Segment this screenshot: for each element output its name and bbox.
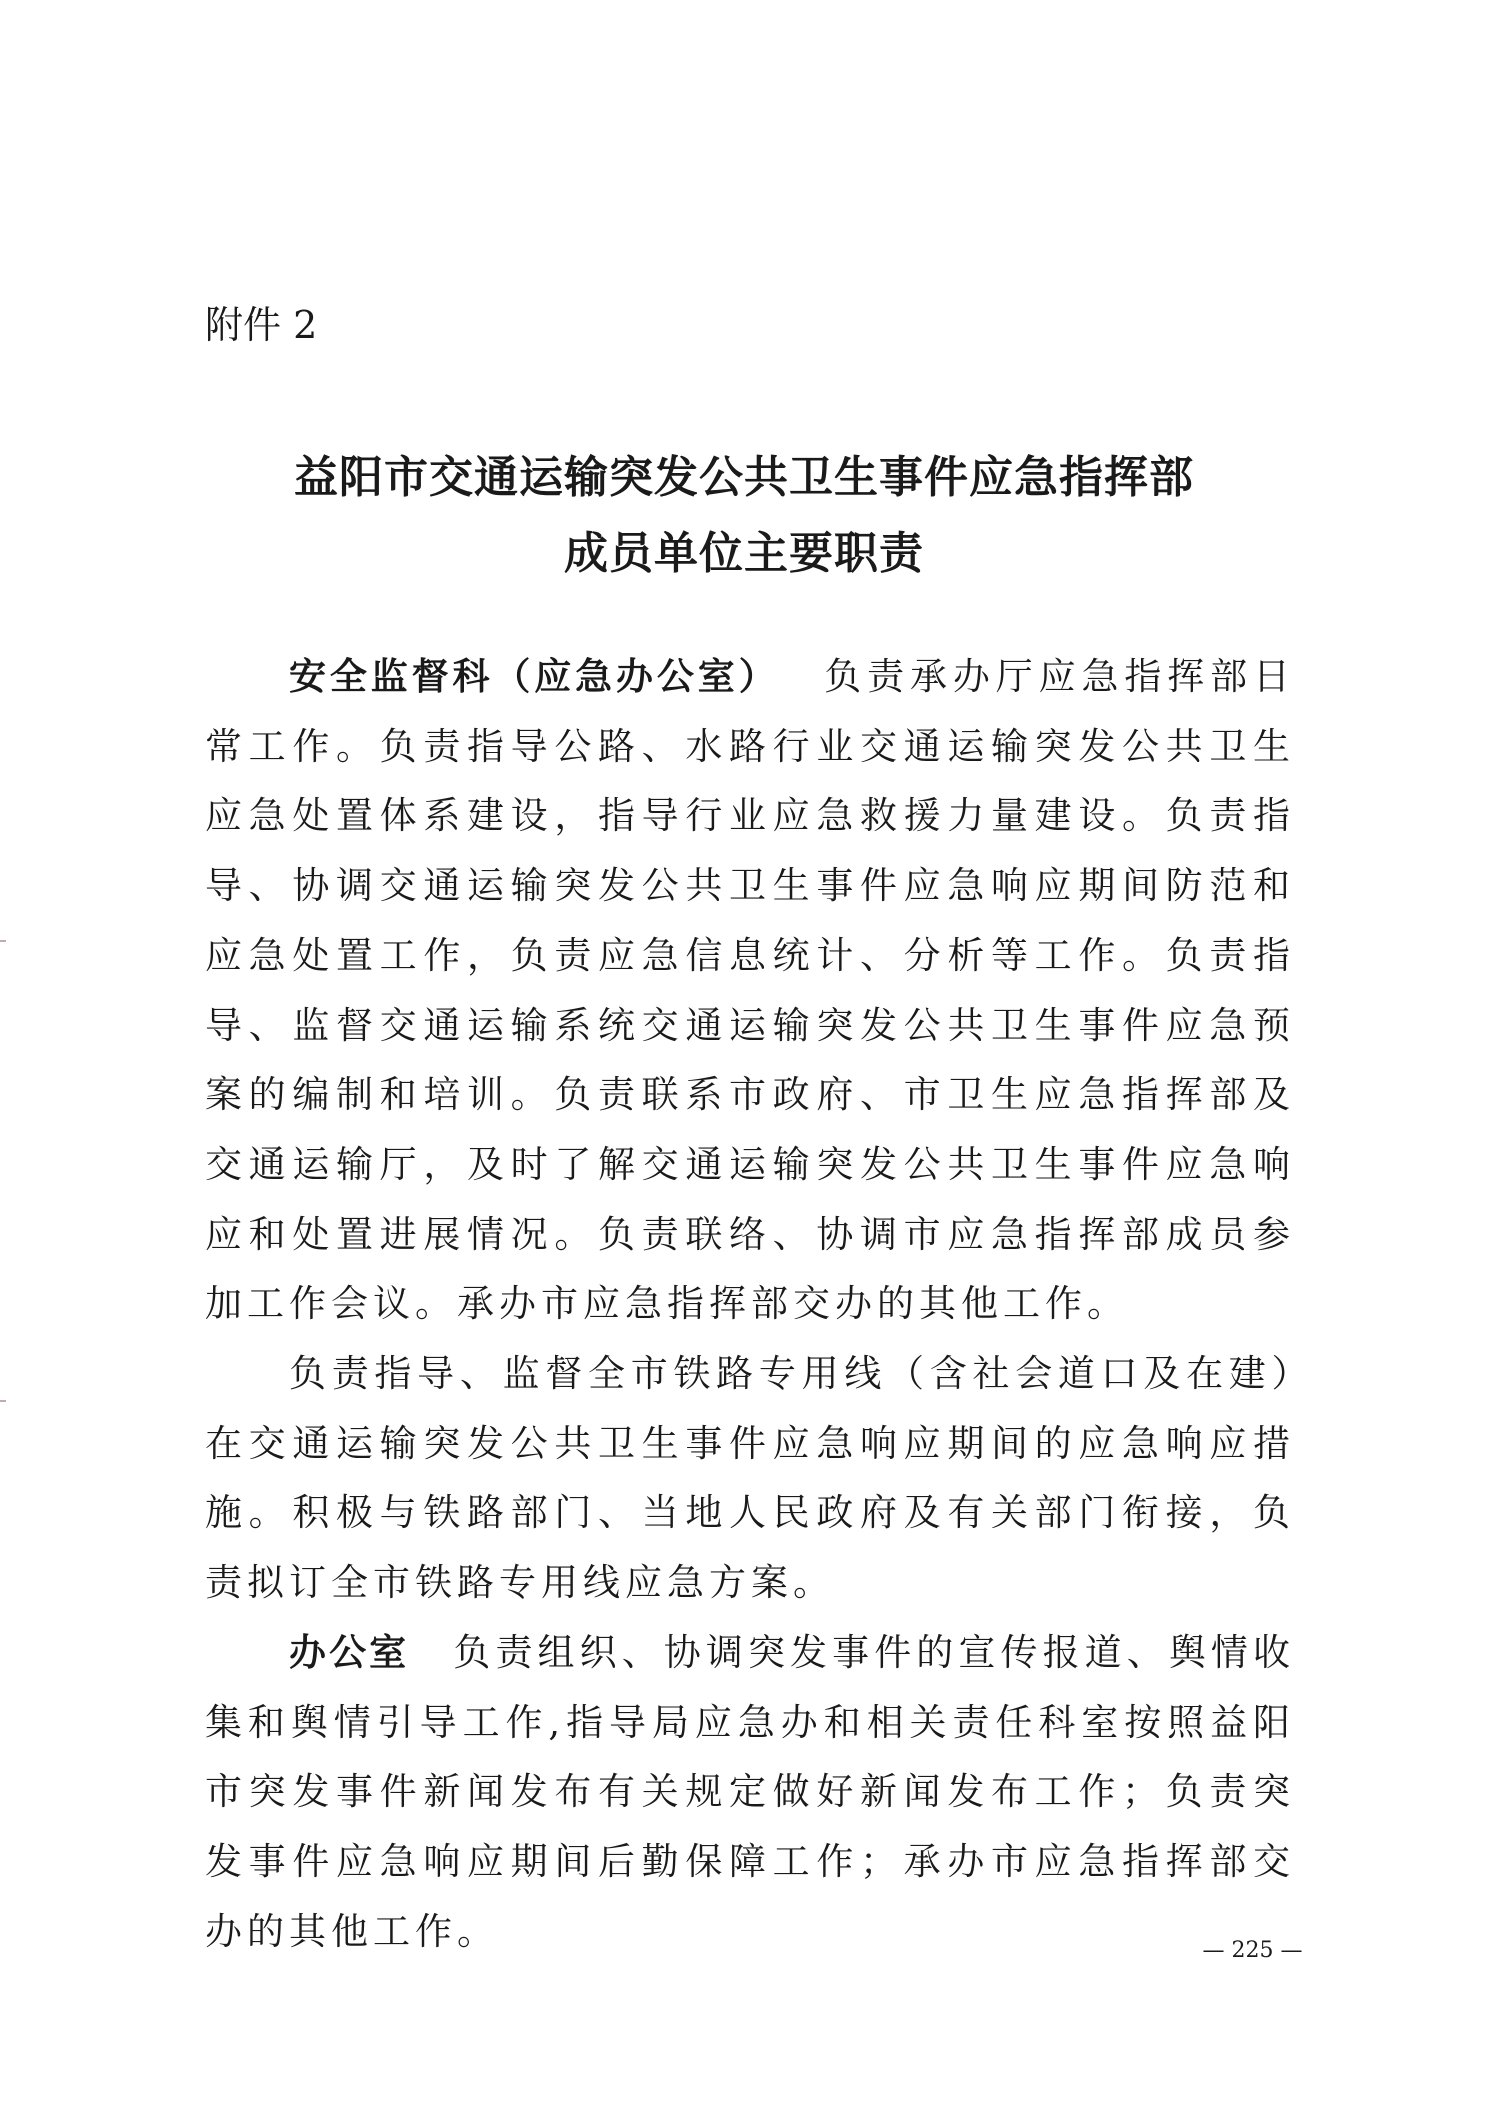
paragraph-railway bbox=[205, 1339, 1295, 1618]
paragraph-text: 负责承办厅应急指挥部日常工作。负责指导公路、水路行业交通运输突发公共卫生应急处置体系建设，指导行业应急救援力量建设。负责指导、协调交通运输突发公共卫生事件应急响应期间防范和应急处置工作，负责应急信息统计、分析等工作。负责指导、监督交通运输系统交通运输突发公共卫生事件应急预案的编制和培训。负责联系市政府、市卫生应急指挥部及交通运输厅，及时了解交通运输突发公共卫生事件应急响应和处置进展情况。负责联络、协调市应急指挥部成员参加工作会议。承办市应急指挥部交办的其他工作。 bbox=[205, 655, 1296, 1326]
page-number: — 225 — bbox=[1202, 1938, 1303, 1963]
document-body bbox=[205, 642, 1295, 1966]
title-line-1: 益阳市交通运输突发公共卫生事件应急指挥部 bbox=[294, 452, 1194, 503]
section-heading-safety-supervision: 安全监督科（应急办公室） bbox=[289, 654, 780, 698]
title-line-2: 成员单位主要职责 bbox=[564, 528, 924, 579]
section-heading-office: 办公室 bbox=[289, 1629, 410, 1674]
document-title bbox=[0, 440, 1488, 592]
paragraph-text: 负责指导、监督全市铁路专用线（含社会道口及在建）在交通运输突发公共卫生事件应急响应期间的应急响应措施。积极与铁路部门、当地人民政府及有关部门衔接，负责拟订全市铁路专用线应急方案。 bbox=[205, 1352, 1295, 1605]
attachment-label: 附件 2 bbox=[205, 303, 318, 347]
paragraph-office bbox=[205, 1618, 1295, 1967]
paragraph-safety-supervision bbox=[205, 642, 1295, 1339]
scan-edge-mark bbox=[0, 940, 6, 942]
scan-edge-mark bbox=[0, 1400, 6, 1402]
paragraph-text: 负责组织、协调突发事件的宣传报道、舆情收集和舆情引导工作,指导局应急办和相关责任科室按照益阳市突发事件新闻发布有关规定做好新闻发布工作；负责突发事件应急响应期间后勤保障工作；承办市应急指挥部交办的其他工作。 bbox=[205, 1630, 1296, 1953]
